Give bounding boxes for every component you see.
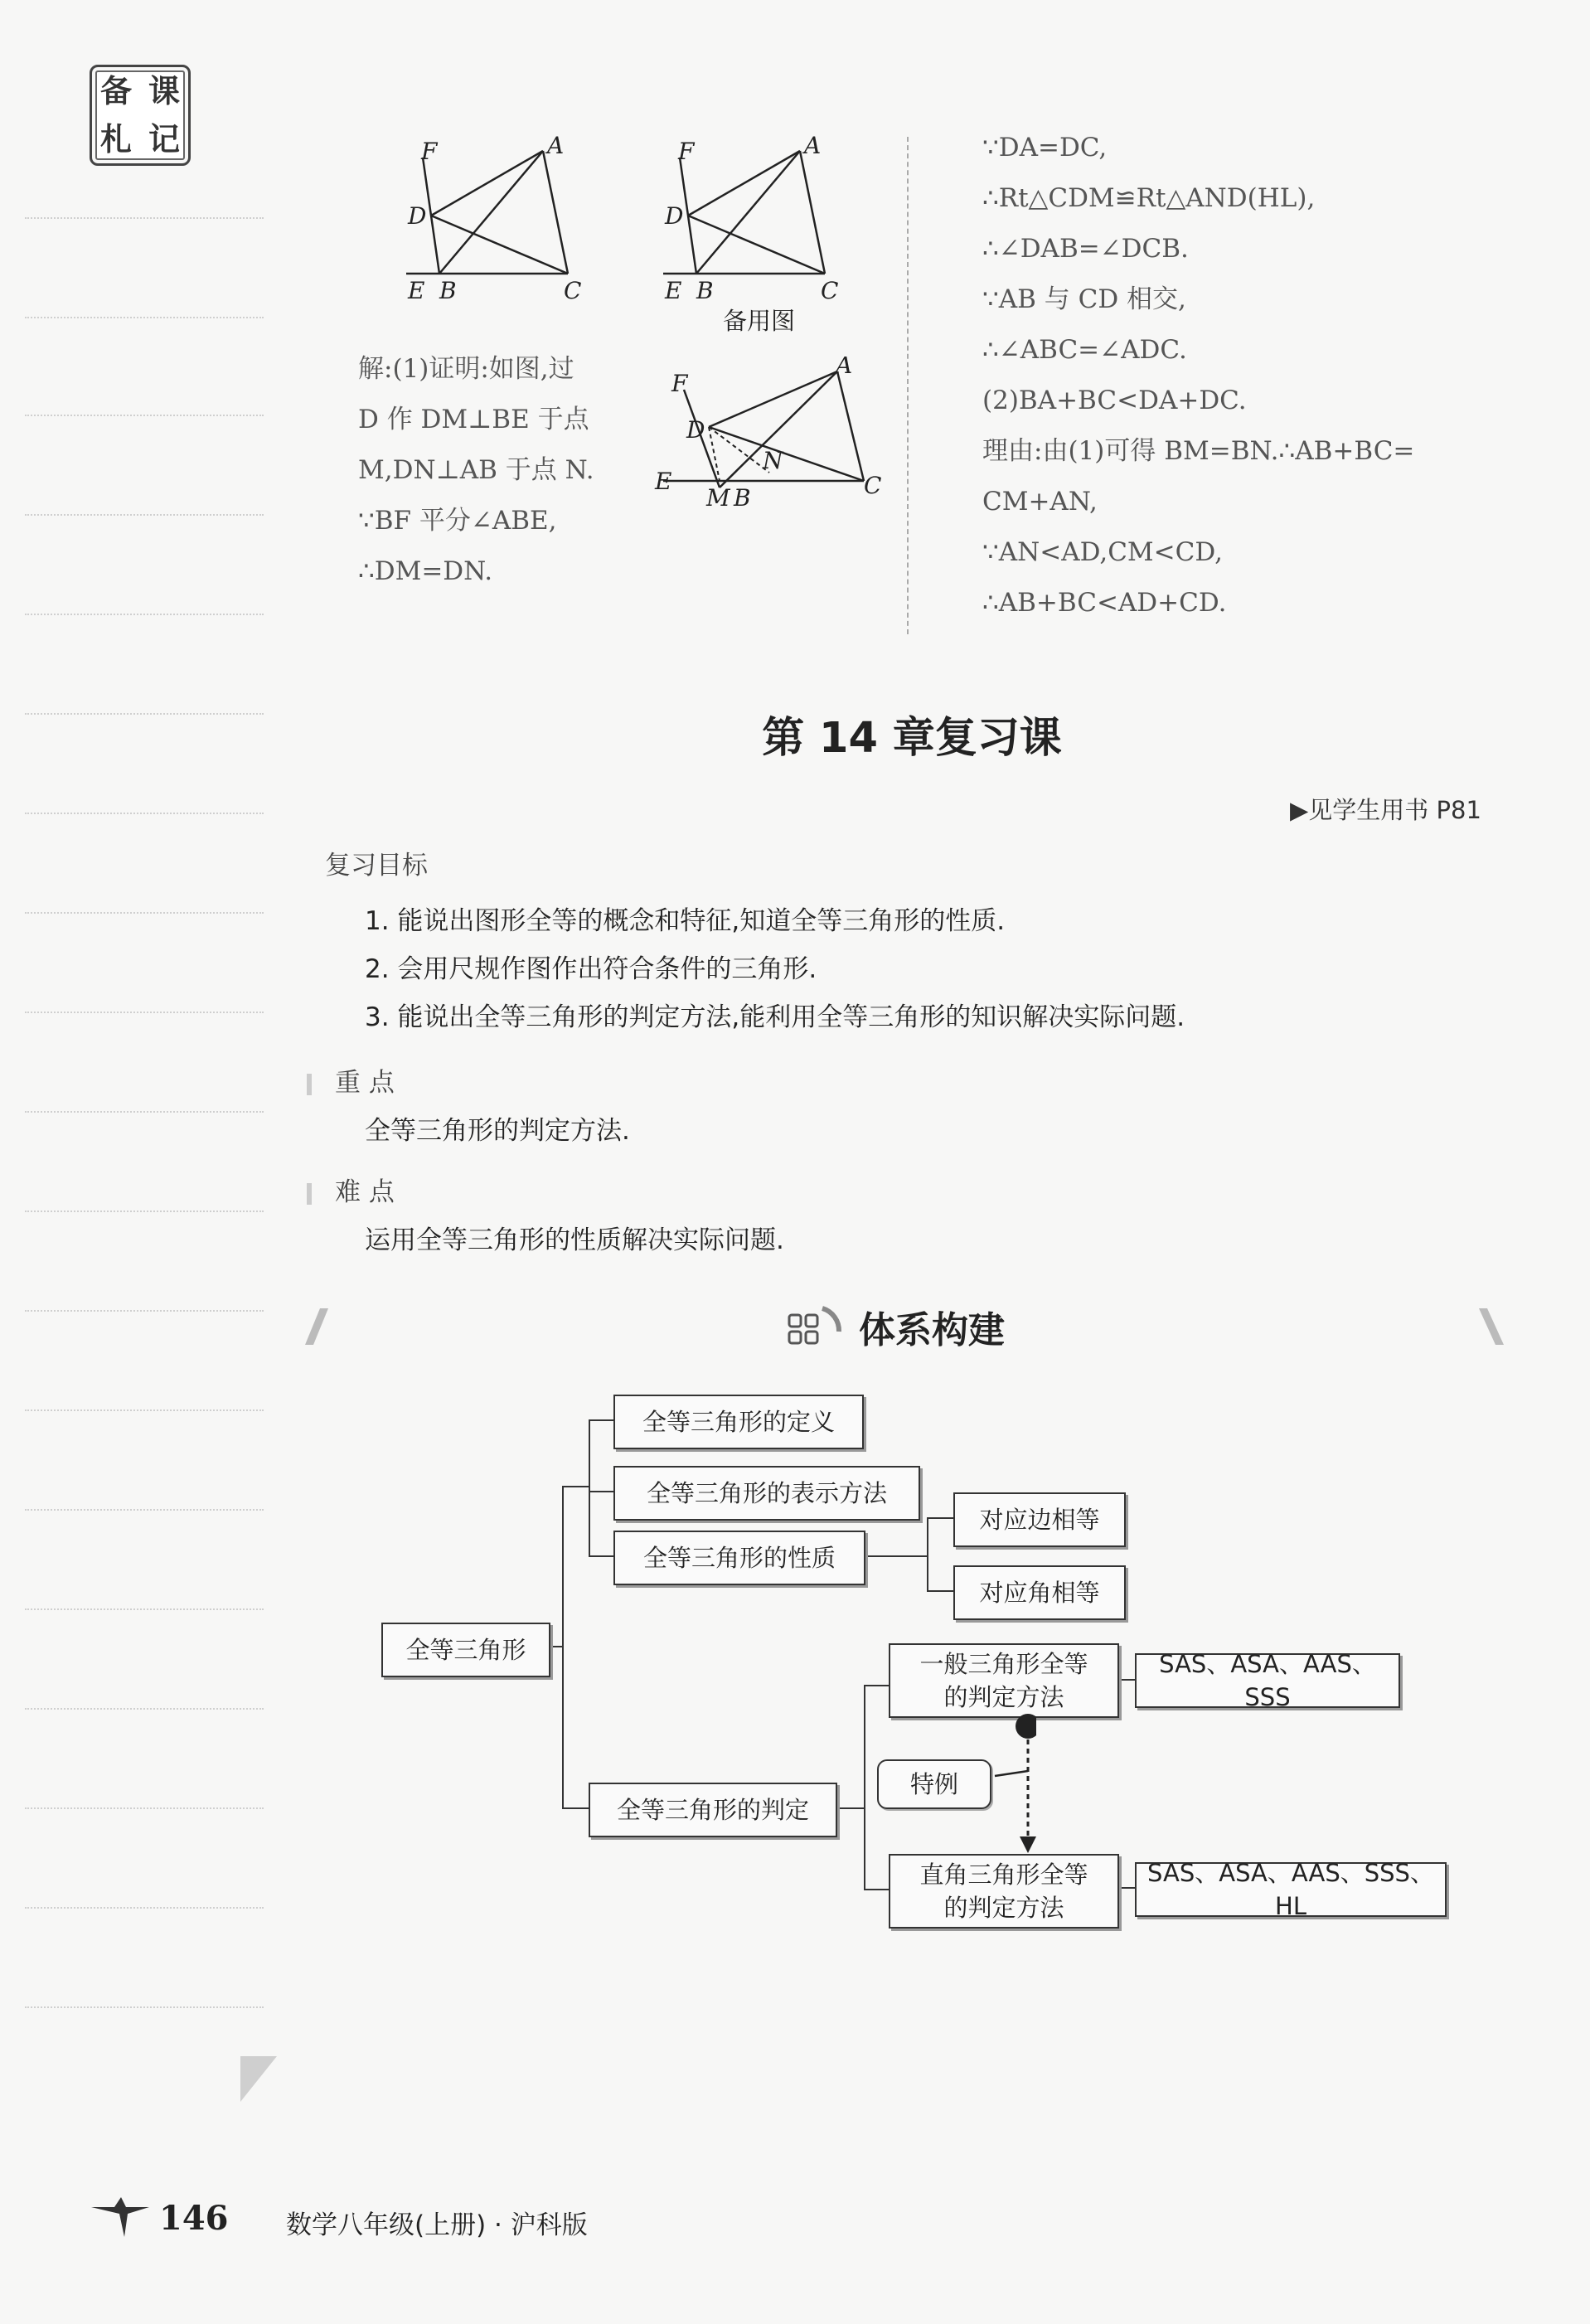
properties-box: 全等三角形的性质 — [613, 1531, 865, 1585]
solution-right-line: ∴∠DAB=∠DCB. — [982, 234, 1189, 264]
fig3-label-f: F — [671, 370, 688, 397]
fig3-label-b: B — [734, 484, 751, 512]
solution-left — [358, 344, 594, 597]
geometry-figure-2 — [647, 133, 862, 307]
fig3-label-n: N — [763, 447, 783, 474]
connector — [862, 1555, 927, 1557]
review-goals-heading: 复习目标 — [325, 851, 428, 881]
review-goal-item: 2. 会用尺规作图作出符合条件的三角形. — [365, 954, 817, 984]
stamp-char-1: 备 — [99, 73, 132, 109]
right-criteria-box — [889, 1854, 1119, 1929]
fig1-label-e: E — [408, 277, 425, 304]
right-criteria-line1: 直角三角形全等 — [919, 1861, 1088, 1889]
connector — [589, 1491, 613, 1492]
fig1-label-c: C — [564, 277, 582, 304]
geometry-figure-3 — [647, 357, 895, 522]
prop-sides-box: 对应边相等 — [953, 1492, 1126, 1547]
section-bar — [307, 1183, 312, 1205]
system-construction-title: 体系构建 — [859, 1309, 1005, 1351]
solution-right-line: (2)BA+BC<DA+DC. — [982, 386, 1247, 415]
fig2-caption: 备用图 — [723, 307, 796, 335]
fig1-label-f: F — [421, 138, 438, 165]
criteria-box: 全等三角形的判定 — [589, 1783, 837, 1837]
page-number: 146 — [159, 2199, 229, 2238]
fig1-label-b: B — [439, 277, 457, 304]
prop-angles-box: 对应角相等 — [953, 1565, 1126, 1620]
stamp-char-2: 课 — [148, 73, 180, 109]
fig2-label-a: A — [804, 133, 822, 159]
connector — [562, 1486, 564, 1807]
fig2-label-b: B — [696, 277, 714, 304]
solution-left-line: 解:(1)证明:如图,过 — [358, 354, 574, 384]
fig1-label-a: A — [547, 133, 565, 159]
difficult-point-heading-text: 难 点 — [335, 1177, 395, 1207]
solution-right-line: ∴Rt△CDM≌Rt△AND(HL), — [982, 183, 1316, 213]
general-criteria-line1: 一般三角形全等 — [919, 1650, 1088, 1678]
notation-box: 全等三角形的表示方法 — [613, 1466, 920, 1521]
review-goal-item: 3. 能说出全等三角形的判定方法,能利用全等三角形的知识解决实际问题. — [365, 1002, 1185, 1032]
page-number-arrow-icon — [90, 2192, 156, 2242]
fig3-label-c: C — [864, 472, 882, 499]
right-criteria-line2: 的判定方法 — [943, 1894, 1064, 1922]
connector — [927, 1517, 928, 1590]
solution-right — [982, 123, 1414, 628]
solution-right-line: CM+AN, — [982, 487, 1098, 517]
review-goal-item: 1. 能说出图形全等的概念和特征,知道全等三角形的性质. — [365, 906, 1006, 936]
column-divider — [907, 137, 909, 634]
section-bar — [307, 1074, 312, 1095]
difficult-point-text: 运用全等三角形的性质解决实际问题. — [365, 1225, 784, 1255]
stamp-char-3: 札 — [99, 121, 132, 158]
definition-box: 全等三角形的定义 — [613, 1395, 864, 1449]
key-point-text: 全等三角形的判定方法. — [365, 1116, 630, 1146]
solution-left-line: M,DN⊥AB 于点 N. — [358, 455, 594, 485]
review-goals-list — [365, 897, 1185, 1041]
connector — [589, 1419, 590, 1556]
difficult-point-heading — [307, 1171, 395, 1208]
solution-right-line: ∴AB+BC<AD+CD. — [982, 588, 1227, 618]
book-title: 数学八年级(上册) · 沪科版 — [286, 2210, 588, 2240]
right-methods-box: SAS、ASA、AAS、SSS、HL — [1135, 1862, 1447, 1917]
left-slash-decoration — [298, 1302, 348, 1351]
general-criteria-line2: 的判定方法 — [943, 1683, 1064, 1711]
structure-icon — [786, 1303, 844, 1353]
student-book-reference: ▶见学生用书 P81 — [1290, 796, 1481, 824]
connector — [864, 1889, 889, 1890]
connector — [864, 1685, 865, 1889]
solution-right-line: ∵AB 与 CD 相交, — [982, 284, 1186, 314]
connector — [864, 1685, 889, 1686]
stamp-char-4: 记 — [148, 121, 180, 158]
fig3-label-e: E — [655, 468, 672, 495]
fig3-label-m: M — [706, 484, 730, 512]
fig2-label-e: E — [665, 277, 682, 304]
solution-right-line: ∵DA=DC, — [982, 133, 1108, 163]
key-point-heading — [307, 1061, 395, 1099]
connector — [927, 1590, 953, 1592]
special-case-box: 特例 — [877, 1759, 991, 1809]
geometry-figure-1 — [390, 133, 605, 307]
general-methods-box: SAS、ASA、AAS、SSS — [1135, 1653, 1400, 1708]
connector — [562, 1486, 589, 1487]
fig1-label-d: D — [408, 202, 427, 230]
fig3-label-d: D — [686, 416, 705, 444]
solution-right-line: ∴∠ABC=∠ADC. — [982, 335, 1187, 365]
general-criteria-box — [889, 1643, 1119, 1718]
connector — [589, 1555, 613, 1557]
connector — [927, 1517, 953, 1519]
fig3-label-a: A — [836, 357, 853, 379]
solution-left-line: D 作 DM⊥BE 于点 — [358, 405, 589, 434]
fig2-label-c: C — [821, 277, 839, 304]
solution-left-line: ∵BF 平分∠ABE, — [358, 506, 557, 536]
chapter-title: 第 14 章复习课 — [762, 714, 1062, 763]
root-box: 全等三角形 — [381, 1623, 550, 1677]
connector — [562, 1807, 589, 1809]
fig2-label-f: F — [678, 138, 695, 165]
solution-right-line: ∵AN<AD,CM<CD, — [982, 537, 1223, 567]
margin-notes-stamp — [90, 65, 191, 166]
solution-right-line: 理由:由(1)可得 BM=BN.∴AB+BC= — [982, 436, 1415, 466]
right-slash-decoration — [1467, 1302, 1517, 1351]
connector — [589, 1419, 613, 1421]
solution-left-line: ∴DM=DN. — [358, 556, 493, 586]
key-point-heading-text: 重 点 — [335, 1068, 395, 1098]
fig2-label-d: D — [665, 202, 684, 230]
margin-corner-mark — [240, 2056, 282, 2106]
